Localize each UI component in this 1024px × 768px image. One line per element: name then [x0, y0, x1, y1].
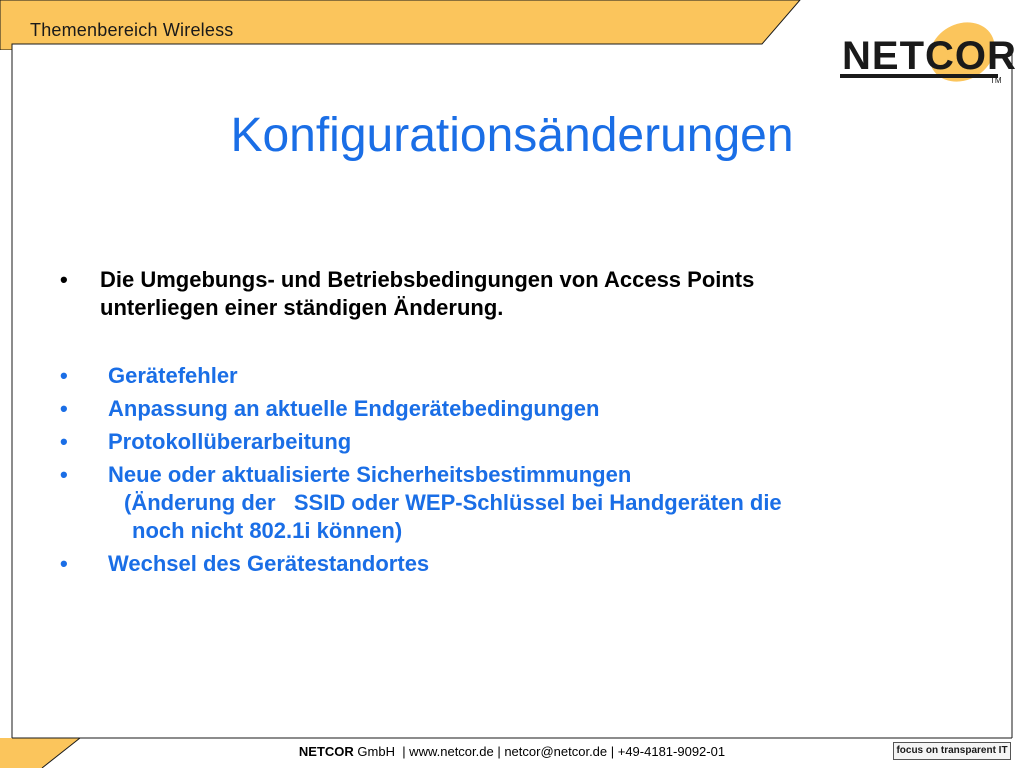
footer-company: NETCOR [298, 744, 354, 759]
intro-paragraph [60, 266, 960, 322]
list-item [60, 428, 1000, 456]
list-item [60, 461, 1000, 545]
list-bullet: • [60, 396, 68, 421]
footer-details: GmbH | www.netcor.de | netcor@netcor.de | +49-4181-9092-01 [353, 744, 726, 759]
list-bullet: • [60, 429, 68, 454]
netcor-logo [834, 0, 1017, 100]
list-item [60, 395, 1000, 423]
list-item-text: Anpassung an aktuelle Endgerätebedingungen [108, 396, 600, 421]
footer-contact [0, 744, 1024, 759]
list-item-text: Gerätefehler [108, 363, 238, 388]
intro-line-2: unterliegen einer ständigen Änderung. [100, 295, 504, 320]
list-bullet: • [60, 551, 68, 576]
list-bullet: • [60, 462, 68, 487]
list-item [60, 550, 1000, 578]
intro-line-1: Die Umgebungs- und Betriebsbedingungen von Access Points [100, 267, 755, 292]
list-item-text: Wechsel des Gerätestandortes [108, 551, 430, 576]
list-bullet: • [60, 363, 68, 388]
logo-text: NETCOR [842, 34, 1017, 78]
logo-trademark: TM [990, 76, 1002, 85]
section-label: Themenbereich Wireless [30, 20, 234, 40]
intro-bullet: • [60, 267, 68, 292]
focus-badge: focus on transparent IT [893, 742, 1011, 760]
list-item-subtext-1: (Änderung der SSID oder WEP-Schlüssel bei Handgeräten die [124, 490, 782, 515]
list-item [60, 362, 1000, 390]
slide-title: Konfigurationsänderungen [230, 109, 794, 162]
list-item-text: Protokollüberarbeitung [108, 429, 352, 454]
list-item-text: Neue oder aktualisierte Sicherheitsbestimmungen [108, 462, 632, 487]
list-item-subtext-2: noch nicht 802.1i können) [132, 518, 403, 543]
bullet-list [60, 362, 1000, 583]
